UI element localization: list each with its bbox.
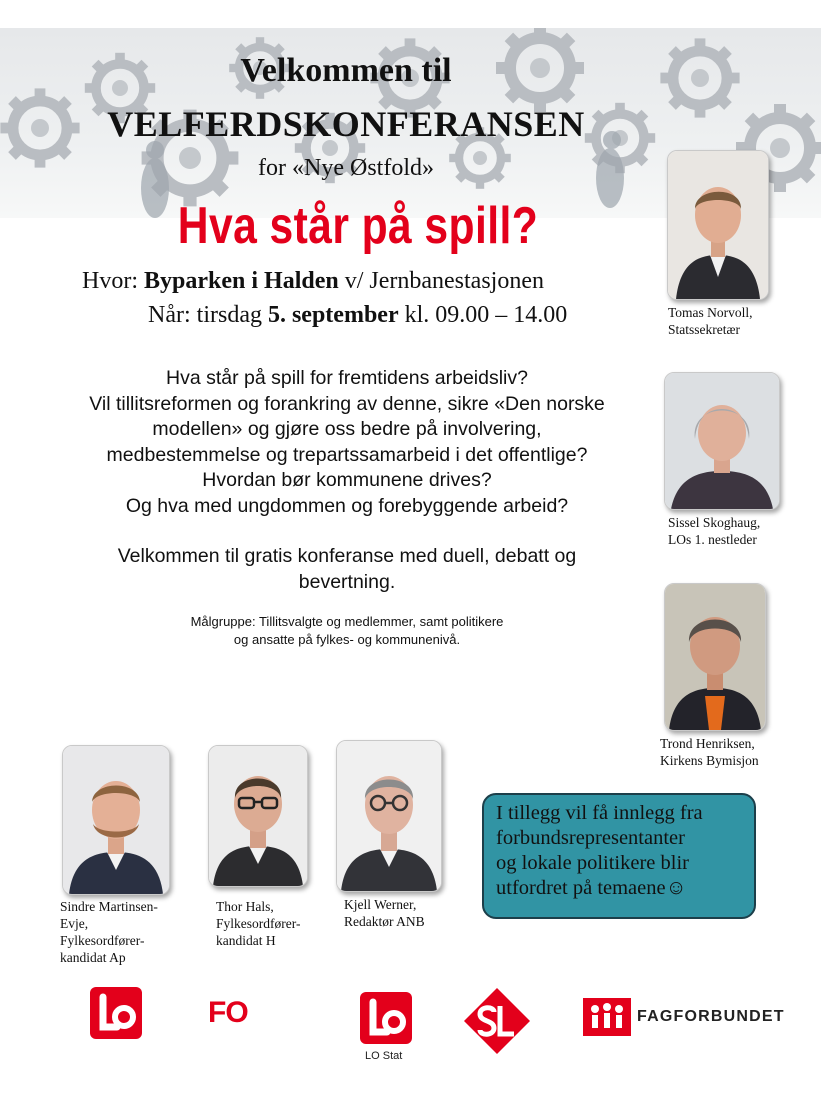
speaker-photo-skoghaug — [664, 372, 780, 510]
callout-line: I tillegg vil få innlegg fra — [496, 802, 703, 824]
portrait-image — [63, 746, 169, 894]
caption-line: Sindre Martinsen- — [60, 899, 158, 914]
caption-line: Kirkens Bymisjon — [660, 753, 759, 768]
caption-line: Redaktør ANB — [344, 914, 425, 929]
caption-line: Statssekretær — [668, 322, 740, 337]
target-group-line: og ansatte på fylkes- og kommunenivå. — [233, 632, 461, 647]
caption-line: LOs 1. nestleder — [668, 532, 757, 547]
caption-line: Evje, — [60, 916, 89, 931]
target-group-line: Målgruppe: Tillitsvalgte og medlemmer, samt politikere — [190, 614, 504, 629]
caption-line: Kjell Werner, — [344, 897, 417, 912]
region-subtitle: for «Nye Østfold» — [258, 155, 434, 181]
speaker-caption-werner — [344, 896, 425, 930]
lo-logo-icon — [90, 987, 142, 1039]
invitation-line: bevertning. — [298, 571, 396, 593]
fagforbundet-logo-icon — [583, 998, 631, 1036]
speaker-photo-norvoll — [667, 150, 769, 300]
fagforbundet-logo — [583, 998, 785, 1036]
conference-title: VELFERDSKONFERANSEN — [107, 104, 585, 144]
location-rest: v/ Jernbanestasjonen — [338, 268, 544, 294]
question-line: modellen» og gjøre oss bedre på involvering, — [152, 418, 542, 440]
portrait-image — [665, 373, 779, 509]
caption-line: Tomas Norvoll, — [668, 305, 753, 320]
speaker-photo-hals — [208, 745, 308, 887]
question-line: Og hva med ungdommen og forebyggende arbeid? — [125, 494, 569, 517]
invitation-block — [52, 543, 642, 595]
caption-line: Trond Henriksen, — [660, 736, 755, 751]
question-line: Hva står på spill for fremtidens arbeidsliv? — [166, 367, 528, 389]
lo-logo — [90, 987, 142, 1044]
location-line — [82, 268, 544, 295]
callout-line: og lokale politikere blir — [496, 852, 689, 874]
welcome-title: Velkommen til — [240, 52, 452, 89]
target-group-block — [52, 613, 642, 649]
question-line: Hvordan bør kommunene drives? — [202, 469, 492, 491]
caption-line: Fylkesordfører- — [60, 933, 145, 948]
question-line: medbestemmelse og trepartssamarbeid i det offentlige? — [106, 443, 588, 466]
info-callout — [482, 793, 756, 919]
location-place: Byparken i Halden — [144, 268, 339, 294]
callout-line: forbundsrepresentanter — [496, 827, 685, 849]
caption-line: kandidat H — [216, 933, 276, 948]
caption-line: Fylkesordfører- — [216, 916, 301, 931]
speaker-photo-martinsen-evje — [62, 745, 170, 895]
portrait-image — [665, 584, 765, 730]
question-line: Vil tillitsreformen og forankring av denne, sikre «Den norske — [89, 392, 605, 415]
lostat-logo-icon — [360, 992, 412, 1044]
speaker-caption-hals — [216, 898, 300, 949]
invitation-line: Velkommen til gratis konferanse med duell, debatt og — [117, 545, 577, 567]
fo-logo: FO — [208, 996, 248, 1029]
speaker-photo-henriksen — [664, 583, 766, 731]
stl-logo-icon — [462, 986, 532, 1056]
caption-line: Sissel Skoghaug, — [668, 515, 761, 530]
speaker-caption-skoghaug — [668, 514, 760, 548]
time-label: Når: tirsdag — [148, 302, 268, 328]
time-line — [148, 302, 567, 329]
stl-logo — [462, 986, 532, 1061]
callout-line: utfordret på temaene☺ — [496, 877, 687, 899]
time-date: 5. september — [267, 302, 399, 328]
location-label: Hvor: — [82, 268, 144, 294]
portrait-image — [209, 746, 307, 886]
portrait-image — [337, 741, 441, 891]
speaker-caption-henriksen — [660, 735, 759, 769]
speaker-photo-werner — [336, 740, 442, 892]
headline: Hva står på spill? — [177, 197, 539, 255]
lostat-label: LO Stat — [365, 1050, 403, 1062]
caption-line: Thor Hals, — [216, 899, 274, 914]
caption-line: kandidat Ap — [60, 950, 126, 965]
lostat-logo — [360, 992, 412, 1062]
time-rest: kl. 09.00 – 14.00 — [398, 302, 568, 328]
fagforbundet-text: FAGFORBUNDET — [637, 1008, 785, 1025]
speaker-caption-martinsen-evje — [60, 898, 158, 966]
speaker-caption-norvoll — [668, 304, 753, 338]
questions-block — [52, 366, 642, 519]
portrait-image — [668, 151, 768, 299]
